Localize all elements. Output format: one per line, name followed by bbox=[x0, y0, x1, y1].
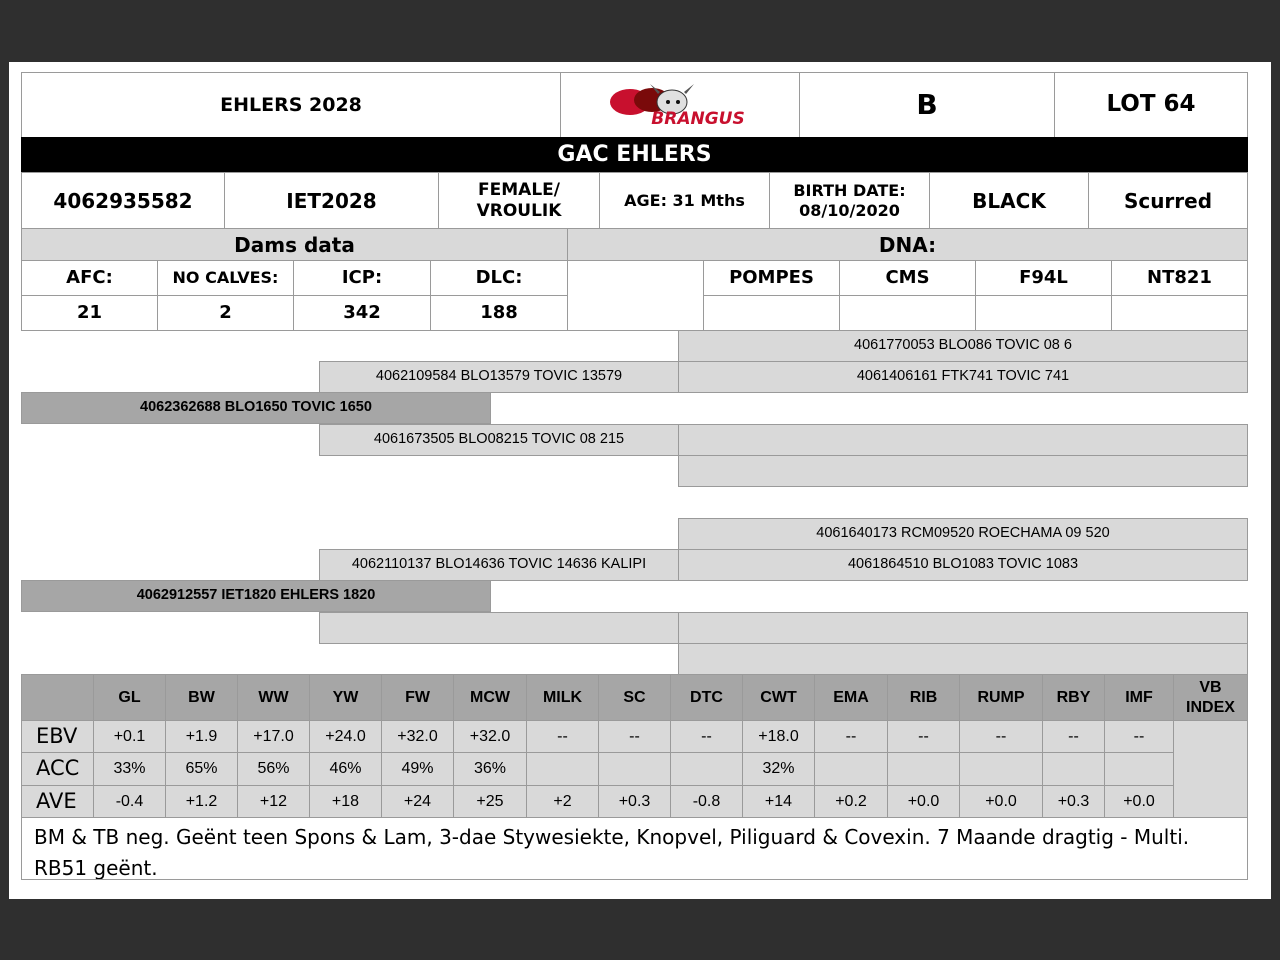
ave-rby: +0.3 bbox=[1042, 785, 1105, 818]
horn-status: Scurred bbox=[1088, 172, 1248, 229]
acc-mcw: 36% bbox=[453, 752, 527, 786]
dams-label-dlc: DLC: bbox=[430, 260, 568, 296]
animal-colour: BLACK bbox=[929, 172, 1089, 229]
trait-header-rby: RBY bbox=[1042, 674, 1105, 721]
acc-rby bbox=[1042, 752, 1105, 786]
dna-blank-cell bbox=[567, 260, 704, 331]
grade-badge: B bbox=[799, 72, 1055, 138]
pedigree-dam-dam-sire bbox=[678, 612, 1248, 644]
dams-value-dlc: 188 bbox=[430, 295, 568, 331]
ave-cwt: +14 bbox=[742, 785, 815, 818]
ebv-dtc: -- bbox=[670, 720, 743, 753]
row-label-ebv: EBV bbox=[21, 720, 94, 753]
ebv-ema: -- bbox=[814, 720, 888, 753]
birth-date-value: 08/10/2020 bbox=[799, 200, 900, 220]
acc-milk bbox=[526, 752, 599, 786]
dams-label-afc: AFC: bbox=[21, 260, 158, 296]
animal-sex: FEMALE/ VROULIK bbox=[438, 172, 600, 229]
acc-fw: 49% bbox=[381, 752, 454, 786]
ave-milk: +2 bbox=[526, 785, 599, 818]
ave-bw: +1.2 bbox=[165, 785, 238, 818]
trait-header-imf: IMF bbox=[1104, 674, 1174, 721]
dna-label-nt821: NT821 bbox=[1111, 260, 1248, 296]
acc-cwt: 32% bbox=[742, 752, 815, 786]
brangus-logo bbox=[560, 72, 800, 138]
lot-number: LOT 64 bbox=[1054, 72, 1248, 138]
lot-sheet bbox=[9, 62, 1271, 899]
pedigree-sire-sire: 4062109584 BLO13579 TOVIC 13579 bbox=[319, 361, 679, 393]
acc-gl: 33% bbox=[93, 752, 166, 786]
pedigree-dam-sire: 4062110137 BLO14636 TOVIC 14636 KALIPI bbox=[319, 549, 679, 581]
trait-header-cwt: CWT bbox=[742, 674, 815, 721]
trait-header-ema: EMA bbox=[814, 674, 888, 721]
ebv-gl: +0.1 bbox=[93, 720, 166, 753]
pedigree-dam-dam bbox=[319, 612, 679, 644]
acc-imf bbox=[1104, 752, 1174, 786]
dams-data-title: Dams data bbox=[21, 228, 568, 261]
health-notes: BM & TB neg. Geënt teen Spons & Lam, 3-dae Stywesiekte, Knopvel, Piliguard & Covexin. 7 Maande dragtig - Multi. RB51 geënt. bbox=[21, 817, 1248, 880]
acc-rump bbox=[959, 752, 1043, 786]
vb-index-value bbox=[1173, 720, 1248, 818]
ave-ema: +0.2 bbox=[814, 785, 888, 818]
ave-sc: +0.3 bbox=[598, 785, 671, 818]
ebv-sc: -- bbox=[598, 720, 671, 753]
row-label-acc: ACC bbox=[21, 752, 94, 786]
trait-header-rib: RIB bbox=[887, 674, 960, 721]
trait-header-ww: WW bbox=[237, 674, 310, 721]
acc-sc bbox=[598, 752, 671, 786]
birth-date-label: BIRTH DATE: bbox=[793, 181, 906, 201]
dna-label-cms: CMS bbox=[839, 260, 976, 296]
acc-ema bbox=[814, 752, 888, 786]
ebv-fw: +32.0 bbox=[381, 720, 454, 753]
brangus-logo-icon bbox=[600, 80, 760, 130]
ave-imf: +0.0 bbox=[1104, 785, 1174, 818]
ebv-mcw: +32.0 bbox=[453, 720, 527, 753]
dna-value-f94l bbox=[975, 295, 1112, 331]
dna-value-nt821 bbox=[1111, 295, 1248, 331]
animal-id-number: 4062935582 bbox=[21, 172, 225, 229]
animal-name: GAC EHLERS bbox=[21, 137, 1248, 173]
ave-yw: +18 bbox=[309, 785, 382, 818]
ebv-rib: -- bbox=[887, 720, 960, 753]
ave-gl: -0.4 bbox=[93, 785, 166, 818]
trait-header-mcw: MCW bbox=[453, 674, 527, 721]
ebv-imf: -- bbox=[1104, 720, 1174, 753]
animal-tag: IET2028 bbox=[224, 172, 439, 229]
trait-header-bw: BW bbox=[165, 674, 238, 721]
trait-header-fw: FW bbox=[381, 674, 454, 721]
ebv-rby: -- bbox=[1042, 720, 1105, 753]
ebv-milk: -- bbox=[526, 720, 599, 753]
trait-header-sc: SC bbox=[598, 674, 671, 721]
ebv-cwt: +18.0 bbox=[742, 720, 815, 753]
birth-date bbox=[769, 172, 930, 229]
pedigree-sire-sire-sire: 4061770053 BLO086 TOVIC 08 6 bbox=[678, 330, 1248, 362]
ebv-table-corner bbox=[21, 674, 94, 721]
ave-mcw: +25 bbox=[453, 785, 527, 818]
ave-ww: +12 bbox=[237, 785, 310, 818]
ebv-ww: +17.0 bbox=[237, 720, 310, 753]
ebv-yw: +24.0 bbox=[309, 720, 382, 753]
trait-header-rump: RUMP bbox=[959, 674, 1043, 721]
ave-rib: +0.0 bbox=[887, 785, 960, 818]
pedigree-dam-sire-sire: 4061640173 RCM09520 ROECHAMA 09 520 bbox=[678, 518, 1248, 550]
trait-header-gl: GL bbox=[93, 674, 166, 721]
ebv-rump: -- bbox=[959, 720, 1043, 753]
dams-label-icp: ICP: bbox=[293, 260, 431, 296]
trait-header-dtc: DTC bbox=[670, 674, 743, 721]
dna-value-cms bbox=[839, 295, 976, 331]
pedigree-dam-dam-dam bbox=[678, 643, 1248, 675]
pedigree-sire-dam-dam bbox=[678, 455, 1248, 487]
acc-ww: 56% bbox=[237, 752, 310, 786]
trait-header-vb-index: VB INDEX bbox=[1173, 674, 1248, 721]
row-label-ave: AVE bbox=[21, 785, 94, 818]
dams-value-no-calves: 2 bbox=[157, 295, 294, 331]
ebv-bw: +1.9 bbox=[165, 720, 238, 753]
dams-label-no-calves: NO CALVES: bbox=[157, 260, 294, 296]
ave-rump: +0.0 bbox=[959, 785, 1043, 818]
ave-fw: +24 bbox=[381, 785, 454, 818]
sheet-title: EHLERS 2028 bbox=[21, 72, 561, 138]
animal-age: AGE: 31 Mths bbox=[599, 172, 770, 229]
acc-bw: 65% bbox=[165, 752, 238, 786]
acc-rib bbox=[887, 752, 960, 786]
pedigree-sire-dam-sire bbox=[678, 424, 1248, 456]
pedigree-dam: 4062912557 IET1820 EHLERS 1820 bbox=[21, 580, 491, 612]
pedigree-dam-sire-dam: 4061864510 BLO1083 TOVIC 1083 bbox=[678, 549, 1248, 581]
acc-yw: 46% bbox=[309, 752, 382, 786]
ave-dtc: -0.8 bbox=[670, 785, 743, 818]
dna-label-pompes: POMPES bbox=[703, 260, 840, 296]
trait-header-yw: YW bbox=[309, 674, 382, 721]
dna-title: DNA: bbox=[567, 228, 1248, 261]
logo-text: BRANGUS bbox=[651, 109, 745, 129]
pedigree-sire-sire-dam: 4061406161 FTK741 TOVIC 741 bbox=[678, 361, 1248, 393]
pedigree-sire-dam: 4061673505 BLO08215 TOVIC 08 215 bbox=[319, 424, 679, 456]
dna-label-f94l: F94L bbox=[975, 260, 1112, 296]
dna-value-pompes bbox=[703, 295, 840, 331]
pedigree-sire: 4062362688 BLO1650 TOVIC 1650 bbox=[21, 392, 491, 424]
dams-value-icp: 342 bbox=[293, 295, 431, 331]
dams-value-afc: 21 bbox=[21, 295, 158, 331]
acc-dtc bbox=[670, 752, 743, 786]
trait-header-milk: MILK bbox=[526, 674, 599, 721]
